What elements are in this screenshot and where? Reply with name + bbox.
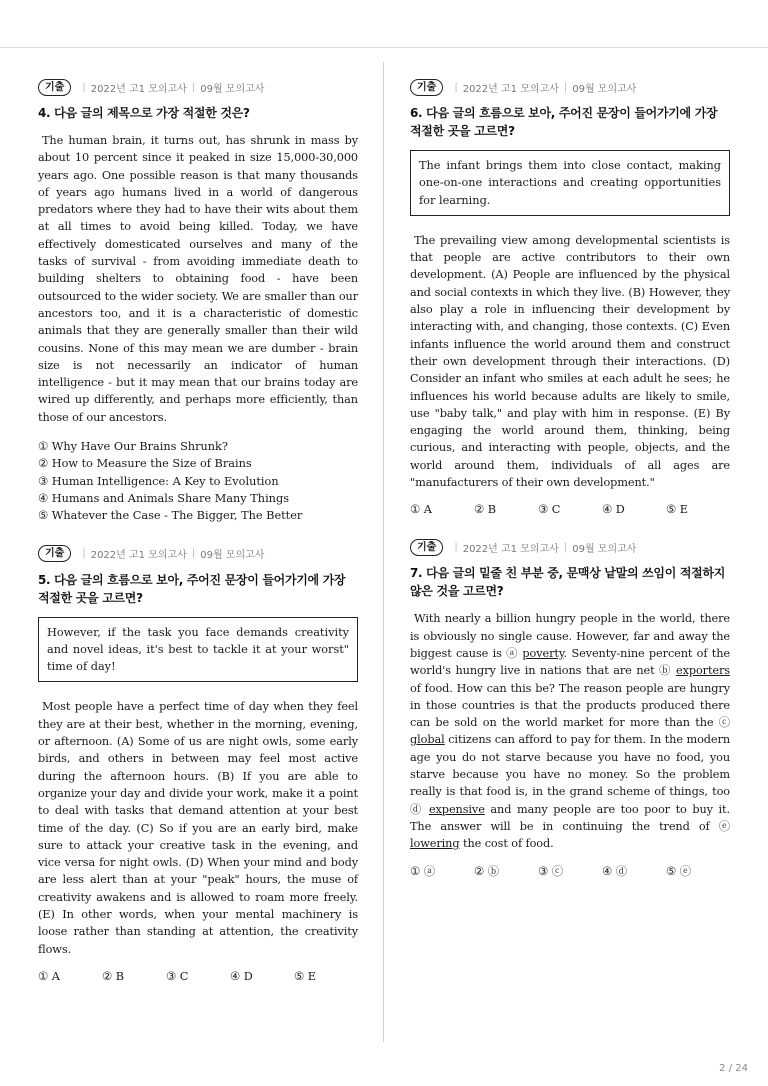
answer-option[interactable]: ① A [38,969,60,983]
question-tagline [38,78,358,96]
marker-b: ⓑ [659,664,672,678]
exam-year: 2022년 고1 모의고사 [90,550,187,562]
answer-option[interactable]: ② B [102,969,125,983]
answer-option[interactable]: ④ Humans and Animals Share Many Things [38,491,289,505]
answer-option[interactable]: ② How to Measure the Size of Brains [38,457,252,471]
question-passage [38,698,358,957]
passage-segment: . Seventy-nine percent of the world's hungry live in nations that are net [410,646,730,678]
passage-segment: the cost of food. [463,837,554,851]
exam-month: 09월 모의고사 [572,543,637,555]
answer-options [38,438,358,524]
underlined-word-a: poverty [522,646,564,660]
answer-option[interactable]: ④ D [230,969,253,983]
question-title: 5. 다음 글의 흐름으로 보아, 주어진 문장이 들어가기에 가장 적절한 곳을 고르면? [38,572,346,605]
question-title: 7. 다음 글의 밑줄 친 부분 중, 문맥상 낱말의 쓰임이 적절하지 않은 것을 고르면? [410,566,726,599]
answer-option[interactable]: ⑤ E [666,503,688,517]
answer-option[interactable]: ⑤ E [294,969,316,983]
question-tagline [410,78,730,96]
passage-segment: With nearly a billion hungry people in the world, there is obviously no single cause. However, far and away the biggest cause is [410,612,730,660]
page-number: 2 / 24 [719,1063,748,1074]
answer-option[interactable]: ③ C [166,969,189,983]
question-passage [410,610,730,852]
answer-option[interactable]: ③ ⓒ [538,864,564,878]
tag-separator: | [454,81,458,93]
exam-month: 09월 모의고사 [572,83,637,95]
question-7 [410,538,730,879]
underlined-word-b: exporters [675,664,730,678]
column-divider [383,62,384,1042]
exam-month: 09월 모의고사 [200,83,265,95]
given-sentence-box: However, if the task you face demands creativity and novel ideas, it's best to tackle it at your worst" time of day! [38,617,358,683]
question-passage [38,132,358,426]
marker-a: ⓐ [506,646,519,660]
source-badge: 기출 [38,79,71,96]
tag-separator: | [82,81,86,93]
question-4 [38,78,358,525]
underlined-word-e: lowering [410,837,460,851]
exam-year: 2022년 고1 모의고사 [462,543,559,555]
right-column [410,78,730,900]
left-column [38,78,358,1005]
passage-text: The human brain, it turns out, has shrunk in mass by about 10 percent since it peaked in size 15,000-30,000 years ago. One possible reason is that many thousands of years ago humans lived in a world of dangerous predators where they had to have their wits about them at all times to avoid being killed. Today, we have effectively domesticated ourselves and many of the tasks of survival - from avoiding immediate death to building shelters to obtaining food - have been outsourced to the wider society. We are smaller than our ancestors too, and it is a characteristic of domestic animals that they are generally smaller than their wild cousins. None of this may mean we are dumber - brain size is not necessarily an indicator of human intelligence - but it may mean that our brains today are wired up differently, and perhaps more efficiently, than those of our ancestors. [38,134,358,424]
answer-option[interactable]: ④ D [602,503,625,517]
answer-options [410,863,730,880]
question-title: 4. 다음 글의 제목으로 가장 적절한 것은? [38,106,250,120]
exam-month: 09월 모의고사 [200,550,265,562]
underlined-word-d: expensive [428,802,485,816]
source-badge: 기출 [410,539,443,556]
underlined-word-c: global [410,733,445,747]
answer-option[interactable]: ③ C [538,503,561,517]
tag-separator: | [191,548,196,560]
tag-separator: | [563,541,568,553]
passage-text [410,610,730,852]
passage-segment: of food. How can this be? The reason people are hungry in those countries is that the products produced there can be sold on the world market for more than the [410,681,730,730]
answer-option[interactable]: ② B [474,503,497,517]
question-tagline [410,538,730,556]
passage-segment: and many people are too poor to buy it. The answer will be in continuing the trend of [410,802,730,833]
tag-separator: | [82,548,86,560]
answer-option[interactable]: ⑤ Whatever the Case - The Bigger, The Better [38,509,303,523]
given-sentence-box: The infant brings them into close contact, making one-on-one interactions and creating opportunities for learning. [410,150,730,216]
tag-separator: | [454,541,458,553]
tag-separator: | [191,81,196,93]
answer-options [410,501,730,518]
question-5 [38,545,358,985]
exam-year: 2022년 고1 모의고사 [90,83,187,95]
question-6 [410,78,730,518]
header-rule [0,47,768,48]
answer-option[interactable]: ② ⓑ [474,864,500,878]
answer-option[interactable]: ③ Human Intelligence: A Key to Evolution [38,474,279,488]
answer-option[interactable]: ① ⓐ [410,864,436,878]
marker-e: ⓔ [718,819,730,833]
answer-options [38,968,358,985]
question-tagline [38,545,358,563]
answer-option[interactable]: ① A [410,503,432,517]
exam-year: 2022년 고1 모의고사 [462,83,559,95]
question-passage [410,232,730,491]
answer-option[interactable]: ④ ⓓ [602,864,628,878]
answer-option[interactable]: ① Why Have Our Brains Shrunk? [38,440,228,454]
source-badge: 기출 [410,79,443,96]
marker-c: ⓒ [718,716,730,730]
question-title: 6. 다음 글의 흐름으로 보아, 주어진 문장이 들어가기에 가장 적절한 곳을 고르면? [410,106,718,138]
source-badge: 기출 [38,545,71,562]
tag-separator: | [563,81,568,93]
answer-option[interactable]: ⑤ ⓔ [666,864,692,878]
passage-segment: citizens can afford to pay for them. In the modern age you do not starve because you have no food, you starve because you have no money. So the problem really is that food is, in the grand scheme of things, too [410,733,730,799]
marker-d: ⓓ [410,802,424,816]
passage-text: Most people have a perfect time of day when they feel they are at their best, whether in the morning, evening, or afternoon. (A) Some of us are night owls, some early birds, and others in between may feel most active during the afternoon hours. (B) If you are able to organize your day and divide your work, make it a point to deal with tasks that demand attention at your best time of the day. (C) So if you are an early bird, make sure to attack your creative task in the evening, and vice versa for night owls. (D) When your mind and body are less alert than at your "peak" hours, the muse of creativity awakens and is allowed to roam more freely. (E) In other words, when your mental machinery is loose rather than standing at attention, the creativity flows. [38,700,358,956]
passage-text: The prevailing view among developmental scientists is that people are active contributors to their own development. (A) People are influenced by the physical and social contexts in which they live. (B) However, they also play a role in influencing their development by interacting with, and changing, those contexts. (C) Even infants influence the world around them and construct their own development through their interactions. (D) Consider an infant who smiles at each adult he sees; he influences his world because adults are likely to smile, use "baby talk," and play with him in response. (E) By engaging the world around them, thinking, being curious, and interacting with people, objects, and the world around them, individuals of all ages are "manufacturers of their own development." [410,233,730,490]
